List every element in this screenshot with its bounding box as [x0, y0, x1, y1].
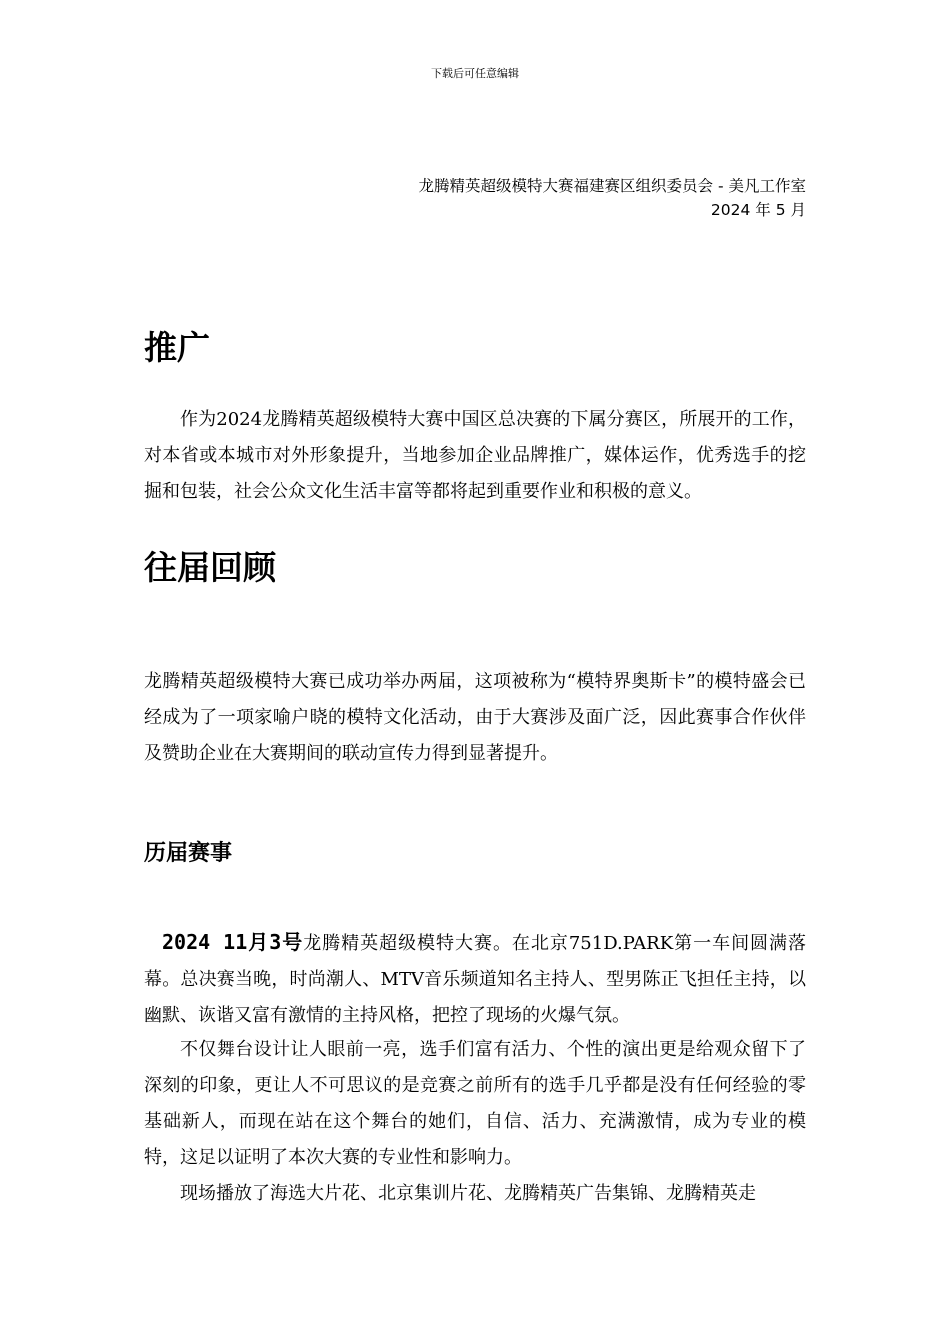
paragraph-event-2024 — [144, 924, 806, 1034]
heading-past-review: 往届回顾 — [144, 548, 276, 587]
signature-organization: 龙腾精英超级模特大赛福建赛区组织委员会 - 美凡工作室 — [418, 177, 806, 195]
event-description: 龙腾精英超级模特大赛。在北京751D.PARK第一车间圆满落幕。总决赛当晚，时尚潮人、MTV音乐频道知名主持人、型男陈正飞担任主持，以幽默、诙谐又富有激情的主持风格，把控了现场的火爆气氛。 — [144, 933, 806, 1026]
paragraph-screenings: 现场播放了海选大片花、北京集训片花、龙腾精英广告集锦、龙腾精英走 — [180, 1183, 756, 1204]
event-date: 2024 11月3号 — [162, 930, 304, 954]
paragraph-past-review: 龙腾精英超级模特大赛已成功举办两届，这项被称为“模特界奥斯卡”的模特盛会已经成为了一项家喻户晓的模特文化活动，由于大赛涉及面广泛，因此赛事合作伙伴及赞助企业在大赛期间的联动宣传力得到显著提升。 — [144, 671, 806, 764]
page-header-note: 下载后可任意编辑 — [431, 67, 519, 80]
signature-date: 2024 年 5 月 — [710, 201, 806, 219]
heading-promotion: 推广 — [144, 328, 210, 367]
heading-past-events: 历届赛事 — [144, 841, 233, 866]
signature-block — [306, 174, 806, 222]
paragraph-stage: 不仅舞台设计让人眼前一亮，选手们富有活力、个性的演出更是给观众留下了深刻的印象，更让人不可思议的是竞赛之前所有的选手几乎都是没有任何经验的零基础新人，而现在站在这个舞台的她们，自信、活力、充满激情，成为专业的模特，这足以证明了本次大赛的专业性和影响力。 — [144, 1039, 806, 1168]
paragraph-promotion: 作为2024龙腾精英超级模特大赛中国区总决赛的下属分赛区，所展开的工作，对本省或本城市对外形象提升，当地参加企业品牌推广，媒体运作，优秀选手的挖掘和包装，社会公众文化生活丰富等都将起到重要作业和积极的意义。 — [144, 409, 806, 502]
